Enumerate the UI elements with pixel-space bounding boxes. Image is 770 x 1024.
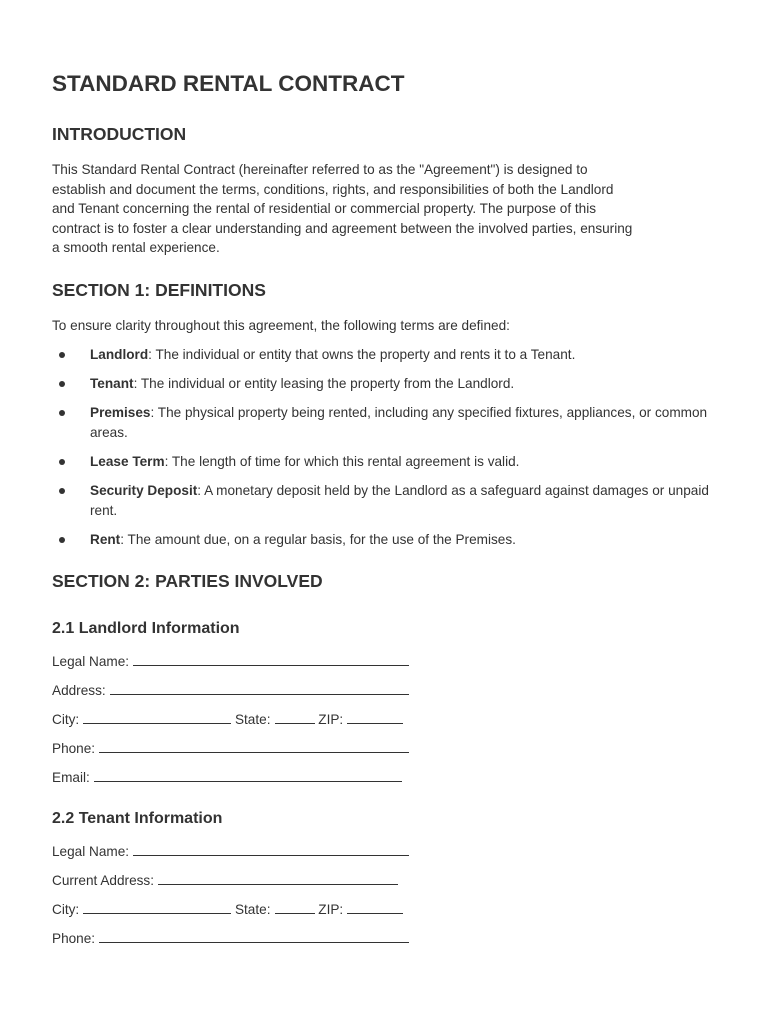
- landlord-legal-name-label: Legal Name:: [52, 654, 130, 669]
- definition-text: : The amount due, on a regular basis, for the use of the Premises.: [120, 532, 516, 547]
- introduction-heading: INTRODUCTION: [52, 124, 187, 144]
- landlord-state-field[interactable]: [275, 709, 315, 724]
- definition-text: : A monetary deposit held by the Landlord as a safeguard against damages or unpaid rent.: [90, 483, 709, 518]
- section-2-heading: SECTION 2: PARTIES INVOLVED: [52, 571, 323, 591]
- definition-text: : The physical property being rented, including any specified fixtures, appliances, or common areas.: [90, 405, 708, 440]
- tenant-phone-field[interactable]: [99, 928, 409, 943]
- landlord-state-label: State:: [234, 712, 271, 727]
- introduction-line: This Standard Rental Contract (hereinafter referred to as the "Agreement") is designed to: [52, 162, 588, 177]
- definition-text: : The length of time for which this rental agreement is valid.: [164, 454, 520, 469]
- introduction-line: a smooth rental experience.: [52, 240, 220, 256]
- introduction-paragraph: [52, 160, 722, 258]
- landlord-phone-label: Phone:: [52, 741, 96, 756]
- landlord-email-field[interactable]: [94, 767, 402, 782]
- bullet-icon: [59, 381, 65, 387]
- definition-item-landlord: [52, 345, 722, 365]
- definition-term: Security Deposit: [90, 483, 198, 498]
- definition-term: Premises: [90, 405, 151, 420]
- landlord-city-label: City:: [52, 712, 80, 727]
- introduction-line: and Tenant concerning the rental of residential or commercial property. The purpose of this: [52, 201, 597, 217]
- bullet-icon: [59, 537, 65, 543]
- tenant-city-label: City:: [52, 902, 80, 917]
- section-1-heading: SECTION 1: DEFINITIONS: [52, 280, 266, 300]
- tenant-phone-row: [52, 928, 409, 949]
- definitions-intro: To ensure clarity throughout this agreement, the following terms are defined:: [52, 318, 510, 333]
- landlord-address-field[interactable]: [110, 680, 409, 695]
- definition-item-premises: [52, 403, 722, 442]
- definition-item-lease-term: [52, 452, 722, 472]
- tenant-state-label: State:: [234, 902, 271, 917]
- landlord-email-row: [52, 767, 402, 788]
- tenant-zip-field[interactable]: [347, 899, 403, 914]
- bullet-icon: [59, 352, 65, 358]
- tenant-state-field[interactable]: [275, 899, 315, 914]
- tenant-city-state-zip-row: [52, 899, 403, 920]
- landlord-address-row: [52, 680, 409, 701]
- tenant-legal-name-label: Legal Name:: [52, 844, 130, 859]
- tenant-zip-label: ZIP:: [318, 902, 344, 917]
- landlord-zip-label: ZIP:: [318, 712, 344, 727]
- definition-item-tenant: [52, 374, 722, 394]
- landlord-zip-field[interactable]: [347, 709, 403, 724]
- bullet-icon: [59, 488, 65, 494]
- tenant-info-heading: 2.2 Tenant Information: [52, 810, 223, 827]
- tenant-city-field[interactable]: [83, 899, 231, 914]
- landlord-address-label: Address:: [52, 683, 106, 698]
- tenant-current-address-field[interactable]: [158, 870, 398, 885]
- definition-term: Tenant: [90, 376, 134, 391]
- landlord-phone-field[interactable]: [99, 738, 409, 753]
- definition-item-rent: [52, 530, 722, 550]
- landlord-info-heading: 2.1 Landlord Information: [52, 620, 240, 637]
- definition-item-security-deposit: [52, 481, 722, 520]
- landlord-city-field[interactable]: [83, 709, 231, 724]
- introduction-line: contract is to foster a clear understanding and agreement between the involved parties, ensuring: [52, 220, 633, 236]
- landlord-email-label: Email:: [52, 770, 90, 785]
- bullet-icon: [59, 410, 65, 416]
- tenant-current-address-label: Current Address:: [52, 873, 154, 888]
- definition-text: : The individual or entity leasing the property from the Landlord.: [133, 376, 515, 391]
- landlord-phone-row: [52, 738, 409, 759]
- definition-term: Rent: [90, 532, 121, 547]
- landlord-legal-name-field[interactable]: [133, 651, 409, 666]
- tenant-current-address-row: [52, 870, 398, 891]
- tenant-legal-name-row: [52, 841, 409, 862]
- definition-text: : The individual or entity that owns the property and rents it to a Tenant.: [148, 347, 576, 362]
- document-title: STANDARD RENTAL CONTRACT: [52, 71, 405, 96]
- landlord-city-state-zip-row: [52, 709, 403, 730]
- definition-term: Landlord: [90, 347, 149, 362]
- definition-term: Lease Term: [90, 454, 165, 469]
- tenant-phone-label: Phone:: [52, 931, 96, 946]
- landlord-legal-name-row: [52, 651, 409, 672]
- bullet-icon: [59, 459, 65, 465]
- introduction-line: establish and document the terms, conditions, rights, and responsibilities of both the Landlord: [52, 181, 614, 197]
- tenant-legal-name-field[interactable]: [133, 841, 409, 856]
